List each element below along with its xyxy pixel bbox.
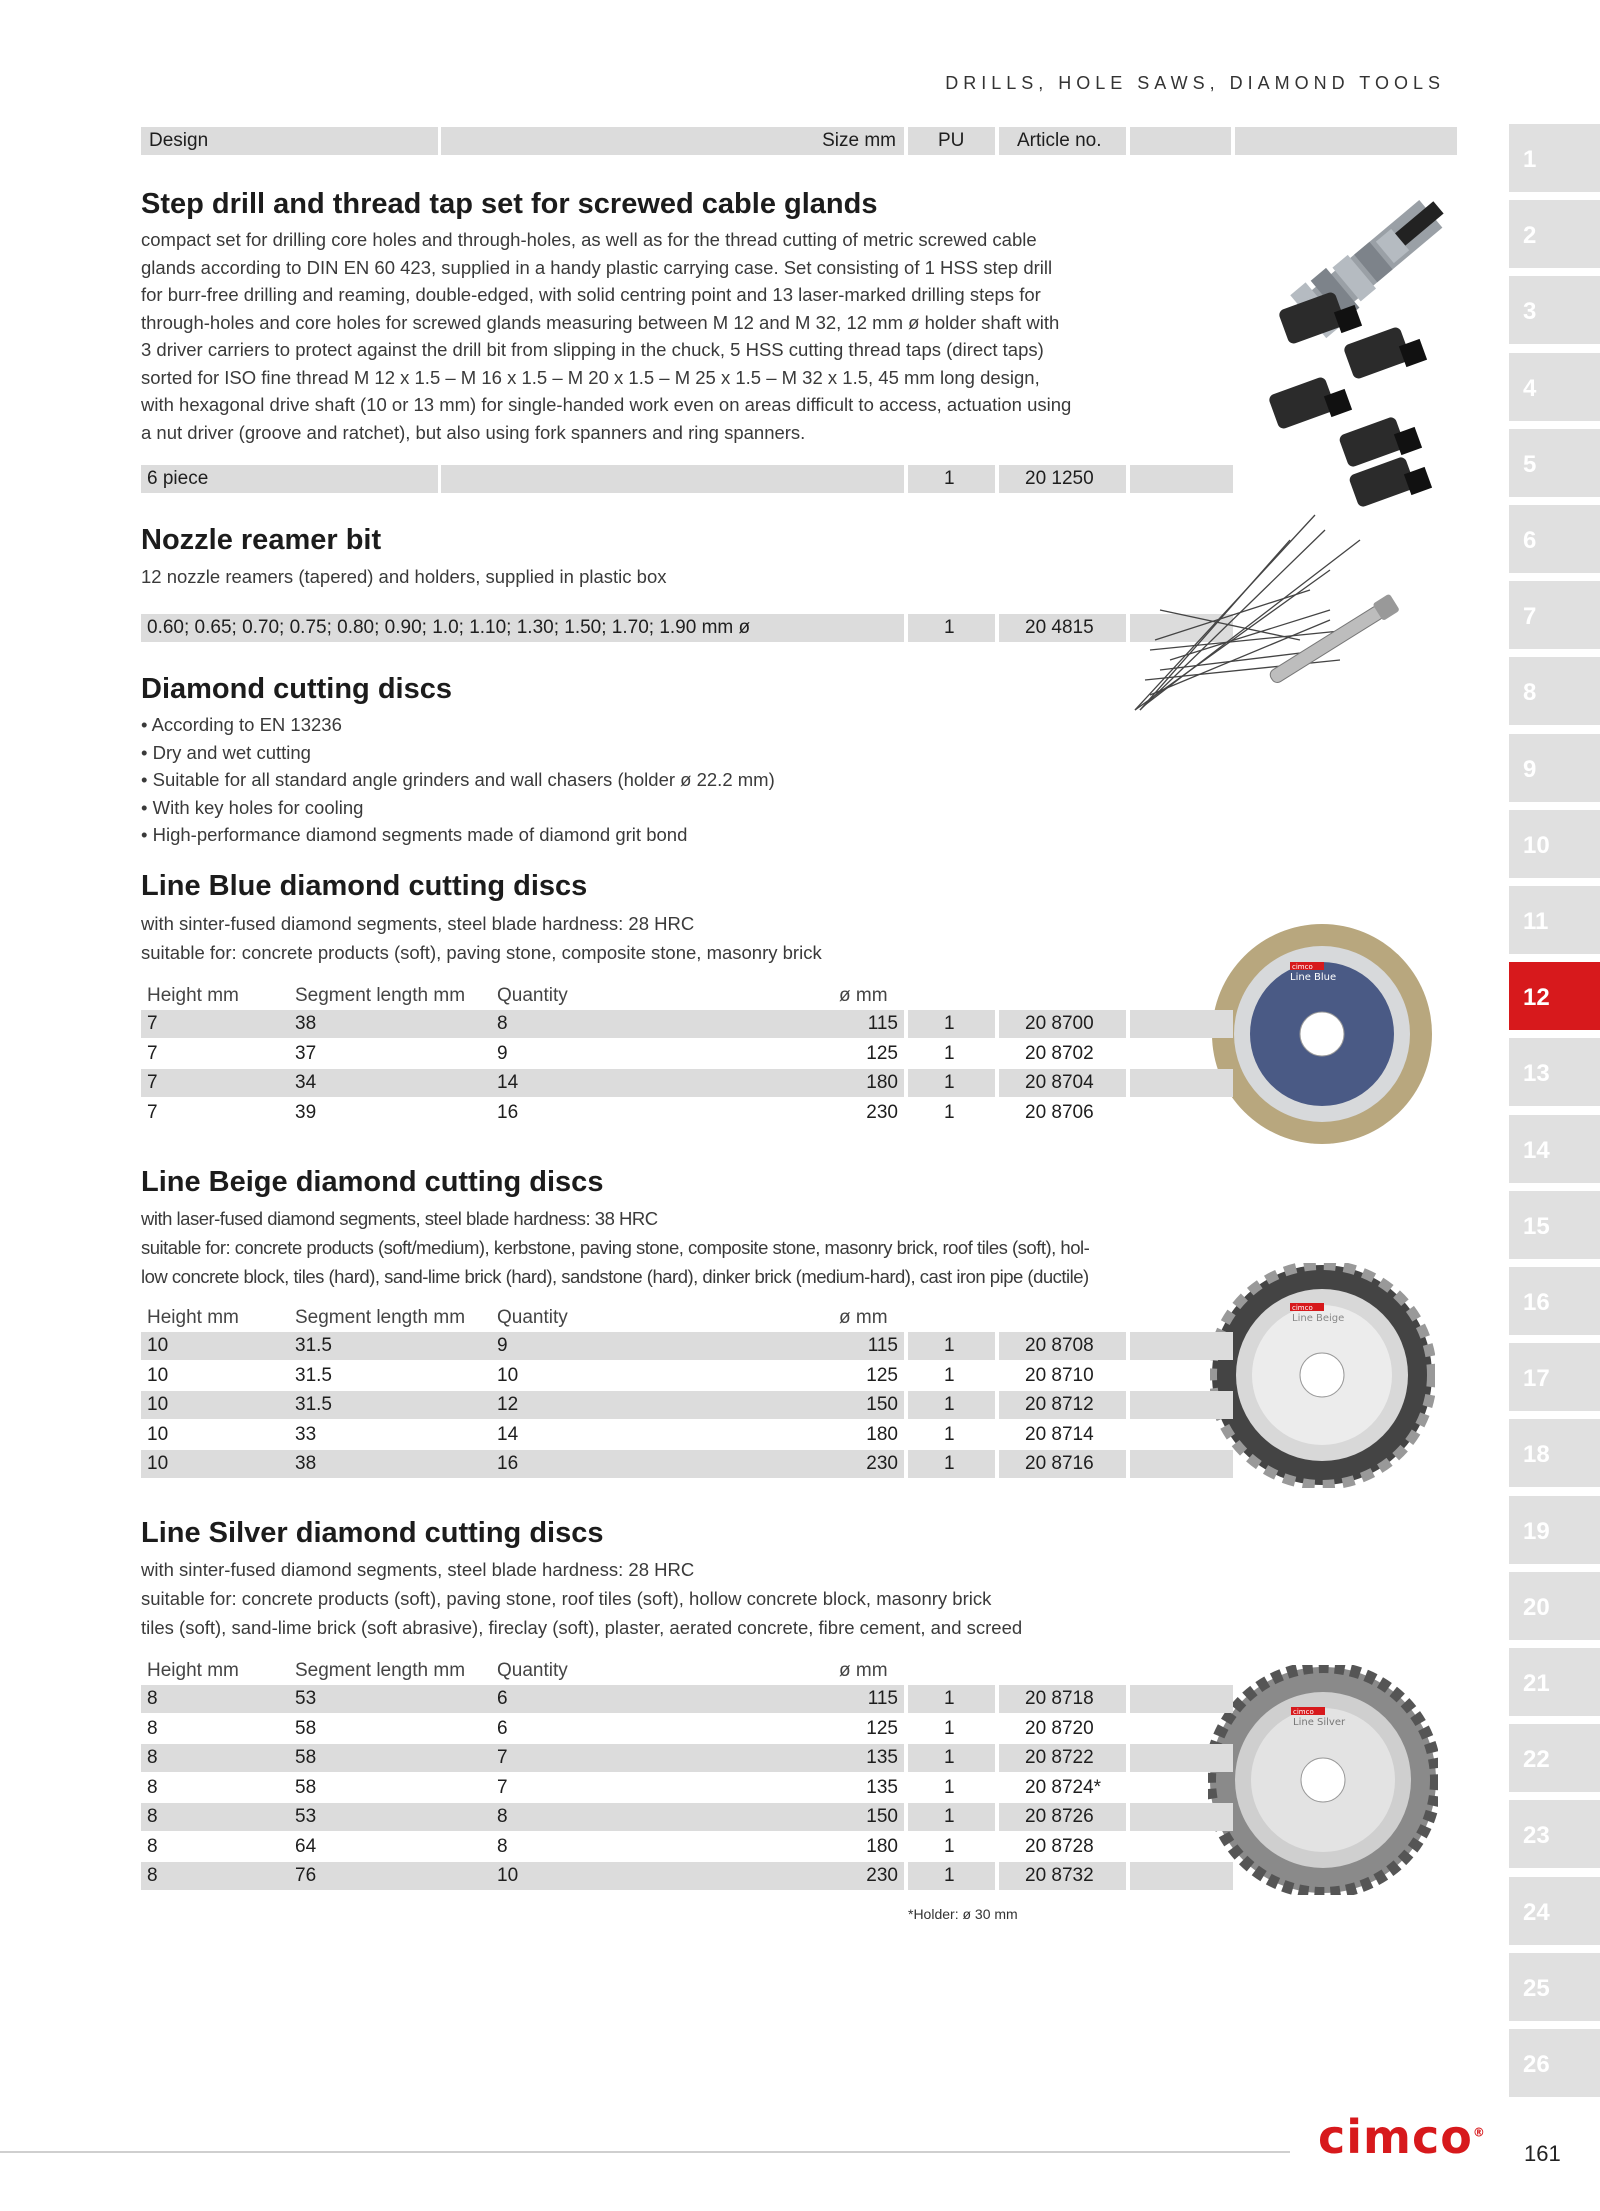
chapter-tab-14[interactable]: 14 bbox=[1509, 1115, 1600, 1183]
nozzle-description: 12 nozzle reamers (tapered) and holders, supplied in plastic box bbox=[141, 566, 667, 587]
cell-segment: 39 bbox=[295, 1101, 317, 1123]
cell-blank bbox=[1130, 1010, 1233, 1038]
category-heading: DRILLS, HOLE SAWS, DIAMOND TOOLS bbox=[945, 73, 1445, 93]
cell-height: 10 bbox=[147, 1423, 169, 1445]
header-pu: PU bbox=[908, 127, 995, 155]
cell-diameter: 125 bbox=[866, 1364, 898, 1386]
line-blue-description bbox=[141, 909, 1091, 967]
cell-segment: 53 bbox=[289, 1685, 491, 1713]
section-title-diamond: Diamond cutting discs bbox=[141, 673, 452, 705]
table-header-row bbox=[141, 1304, 1093, 1332]
desc-line: with sinter-fused diamond segments, steel blade hardness: 28 HRC bbox=[141, 1559, 695, 1580]
section-title-line-silver: Line Silver diamond cutting discs bbox=[141, 1517, 604, 1549]
chapter-tab-3[interactable]: 3 bbox=[1509, 276, 1600, 344]
table-row bbox=[141, 465, 1093, 493]
table-row bbox=[141, 1421, 1093, 1449]
cell-article: 20 8718 bbox=[999, 1685, 1126, 1713]
cell-segment: 53 bbox=[289, 1803, 491, 1831]
disc-brand: cimco bbox=[1293, 1708, 1314, 1716]
chapter-tab-2[interactable]: 2 bbox=[1509, 200, 1600, 268]
table-row bbox=[141, 1362, 1093, 1390]
cell-pu: 1 bbox=[944, 1717, 955, 1739]
cell-pu: 1 bbox=[908, 465, 995, 493]
column-header-segment: Segment length mm bbox=[295, 1307, 466, 1328]
cell-quantity: 14 bbox=[491, 1069, 699, 1097]
desc-line: with laser-fused diamond segments, steel blade hardness: 38 HRC bbox=[141, 1208, 658, 1229]
cell-pu: 1 bbox=[908, 1010, 995, 1038]
cell-quantity: 10 bbox=[491, 1862, 699, 1890]
desc-line: tiles (soft), sand-lime brick (soft abrasive), fireclay (soft), plaster, aerated concrete, fibre cement, and screed bbox=[141, 1617, 1023, 1638]
cell-diameter: 230 bbox=[699, 1862, 904, 1890]
cell-quantity: 16 bbox=[497, 1101, 519, 1123]
cell-size bbox=[441, 465, 904, 493]
cell-quantity: 12 bbox=[491, 1391, 699, 1419]
cell-blank bbox=[1130, 1774, 1233, 1802]
cimco-logo: cimco® bbox=[1318, 2110, 1486, 2164]
cell-article: 20 8710 bbox=[1025, 1364, 1094, 1386]
bullet-item: • According to EN 13236 bbox=[141, 714, 342, 735]
cell-pu: 1 bbox=[908, 1803, 995, 1831]
cell-height: 10 bbox=[141, 1391, 289, 1419]
table-row bbox=[141, 1803, 1093, 1831]
cell-height: 10 bbox=[141, 1332, 289, 1360]
table-row bbox=[141, 1685, 1093, 1713]
cell-pu: 1 bbox=[908, 1744, 995, 1772]
bullet-item: • Dry and wet cutting bbox=[141, 741, 311, 763]
step-drill-set-image bbox=[1262, 180, 1472, 510]
cell-diameter: 180 bbox=[699, 1069, 904, 1097]
cell-blank bbox=[1130, 1833, 1233, 1861]
disc-brand: cimco bbox=[1292, 1304, 1313, 1312]
cell-height: 8 bbox=[147, 1776, 158, 1798]
column-header-row bbox=[141, 127, 1457, 155]
table-row bbox=[141, 1715, 1093, 1743]
disc-brand: cimco bbox=[1292, 963, 1313, 971]
column-header-dia: ø mm bbox=[839, 985, 888, 1006]
cell-article: 20 8716 bbox=[999, 1450, 1126, 1478]
header-article: Article no. bbox=[999, 127, 1126, 155]
header-size: Size mm bbox=[441, 127, 904, 155]
cell-height: 7 bbox=[147, 1042, 158, 1064]
nozzle-reamer-image bbox=[1130, 510, 1450, 740]
table-row bbox=[141, 614, 1093, 642]
cell-design: 0.60; 0.65; 0.70; 0.75; 0.80; 0.90; 1.0; 1.10; 1.30; 1.50; 1.70; 1.90 mm ø bbox=[141, 614, 904, 642]
table-row bbox=[141, 1744, 1093, 1772]
cell-diameter: 230 bbox=[866, 1101, 898, 1123]
chapter-tab-6[interactable]: 6 bbox=[1509, 505, 1600, 573]
table-row bbox=[141, 1332, 1093, 1360]
section-title-step-drill: Step drill and thread tap set for screwed cable glands bbox=[141, 188, 878, 220]
column-header-quantity: Quantity bbox=[497, 985, 568, 1006]
line-blue-disc-image bbox=[1210, 922, 1435, 1147]
cell-quantity: 14 bbox=[497, 1423, 519, 1445]
footer-divider bbox=[0, 2151, 1290, 2153]
cell-blank bbox=[1130, 1862, 1233, 1890]
cell-design: 6 piece bbox=[141, 465, 438, 493]
cell-article: 20 8700 bbox=[999, 1010, 1126, 1038]
cell-segment: 58 bbox=[295, 1717, 317, 1739]
cell-segment: 58 bbox=[295, 1776, 317, 1798]
cell-segment: 38 bbox=[289, 1450, 491, 1478]
cell-article: 20 8714 bbox=[1025, 1423, 1094, 1445]
cell-height: 8 bbox=[141, 1744, 289, 1772]
cell-blank bbox=[1130, 1715, 1233, 1743]
cell-height: 10 bbox=[147, 1364, 169, 1386]
cell-blank bbox=[1130, 1362, 1233, 1390]
desc-line: sorted for ISO fine thread M 12 x 1.5 – M 16 x 1.5 – M 20 x 1.5 – M 25 x 1.5 – M 32 x 1.5, 45 mm long design, bbox=[141, 366, 1040, 388]
cell-segment: 37 bbox=[295, 1042, 317, 1064]
cell-height: 8 bbox=[147, 1717, 158, 1739]
cell-pu: 1 bbox=[908, 1332, 995, 1360]
cell-blank bbox=[1130, 1421, 1233, 1449]
table-row bbox=[141, 1774, 1102, 1802]
cell-article: 20 8728 bbox=[1025, 1835, 1094, 1857]
cell-segment: 64 bbox=[295, 1835, 317, 1857]
column-header-quantity: Quantity bbox=[497, 1660, 568, 1681]
desc-line: suitable for: concrete products (soft), paving stone, roof tiles (soft), hollow concrete block, masonry brick bbox=[141, 1588, 992, 1609]
chapter-tab-7[interactable]: 7 bbox=[1509, 581, 1600, 649]
logo-text: cimco bbox=[1318, 2110, 1473, 2164]
table-header-row bbox=[141, 1657, 1093, 1685]
desc-line: low concrete block, tiles (hard), sand-lime brick (hard), sandstone (hard), dinker brick (medium-hard), cast iron pipe (ductile) bbox=[141, 1266, 1089, 1287]
cell-quantity: 9 bbox=[491, 1332, 699, 1360]
cell-article: 20 8732 bbox=[999, 1862, 1126, 1890]
cell-pu: 1 bbox=[944, 1042, 955, 1064]
desc-line: compact set for drilling core holes and through-holes, as well as for the thread cutting of metric screwed cable bbox=[141, 229, 1037, 250]
cell-article: 20 8720 bbox=[1025, 1717, 1094, 1739]
chapter-tab-17[interactable]: 17 bbox=[1509, 1343, 1600, 1411]
cell-diameter: 135 bbox=[866, 1776, 898, 1798]
desc-line: glands according to DIN EN 60 423, supplied in a handy plastic carrying case. Set consisting of 1 HSS step drill bbox=[141, 256, 1053, 278]
cell-blank bbox=[1130, 465, 1233, 493]
chapter-tab-22[interactable]: 22 bbox=[1509, 1724, 1600, 1792]
cell-quantity: 8 bbox=[491, 1010, 699, 1038]
section-title-nozzle: Nozzle reamer bit bbox=[141, 524, 382, 556]
page-number: 161 bbox=[1524, 2141, 1561, 2166]
chapter-tab-4[interactable]: 4 bbox=[1509, 353, 1600, 421]
cell-height: 8 bbox=[141, 1862, 289, 1890]
footnote: *Holder: ø 30 mm bbox=[908, 1906, 1018, 1922]
cell-quantity: 10 bbox=[497, 1364, 519, 1386]
line-silver-description bbox=[141, 1555, 1091, 1642]
chapter-tab-12[interactable]: 12 bbox=[1509, 962, 1600, 1030]
cell-article: 20 8708 bbox=[999, 1332, 1126, 1360]
cell-segment: 58 bbox=[289, 1744, 491, 1772]
column-header-height: Height mm bbox=[147, 1307, 239, 1328]
cell-segment: 76 bbox=[289, 1862, 491, 1890]
cell-diameter: 115 bbox=[699, 1332, 904, 1360]
chapter-tab-15[interactable]: 15 bbox=[1509, 1191, 1600, 1259]
cell-diameter: 230 bbox=[699, 1450, 904, 1478]
cell-height: 8 bbox=[141, 1685, 289, 1713]
chapter-tab-18[interactable]: 18 bbox=[1509, 1419, 1600, 1487]
column-header-dia: ø mm bbox=[839, 1307, 888, 1328]
chapter-tab-13[interactable]: 13 bbox=[1509, 1038, 1600, 1106]
disc-label: Line Blue bbox=[1290, 972, 1337, 983]
desc-line: suitable for: concrete products (soft/medium), kerbstone, paving stone, composite stone, masonry brick, roof tiles (soft), hol- bbox=[141, 1237, 1090, 1258]
cell-segment: 31.5 bbox=[295, 1364, 332, 1386]
cell-segment: 33 bbox=[295, 1423, 317, 1445]
header-blank bbox=[1130, 127, 1231, 155]
cell-pu: 1 bbox=[908, 1450, 995, 1478]
cell-article: 20 8702 bbox=[1025, 1042, 1094, 1064]
table-row bbox=[141, 1040, 1093, 1068]
cell-height: 7 bbox=[147, 1101, 158, 1123]
cell-blank bbox=[1130, 1069, 1233, 1097]
cell-article: 20 8704 bbox=[999, 1069, 1126, 1097]
disc-label: Line Beige bbox=[1292, 1313, 1345, 1324]
cell-pu: 1 bbox=[908, 614, 995, 642]
table-header-row bbox=[141, 982, 1093, 1010]
section-title-line-beige: Line Beige diamond cutting discs bbox=[141, 1166, 604, 1198]
column-header-height: Height mm bbox=[147, 1660, 239, 1681]
line-silver-disc-image bbox=[1208, 1665, 1438, 1895]
table-row bbox=[141, 1010, 1093, 1038]
cell-article: 20 8722 bbox=[999, 1744, 1126, 1772]
cell-pu: 1 bbox=[944, 1835, 955, 1857]
desc-line: through-holes and core holes for screwed glands measuring between M 12 and M 32, 12 mm ø holder shaft with bbox=[141, 311, 1060, 333]
column-header-quantity: Quantity bbox=[497, 1307, 568, 1328]
cell-quantity: 6 bbox=[497, 1717, 508, 1739]
cell-quantity: 8 bbox=[497, 1835, 508, 1857]
cell-segment: 31.5 bbox=[289, 1391, 491, 1419]
header-blank-2 bbox=[1235, 127, 1457, 155]
line-beige-description bbox=[141, 1204, 1091, 1291]
cell-quantity: 9 bbox=[497, 1042, 508, 1064]
chapter-tab-1[interactable]: 1 bbox=[1509, 124, 1600, 192]
cell-height: 7 bbox=[141, 1069, 289, 1097]
cell-pu: 1 bbox=[908, 1069, 995, 1097]
chapter-tab-25[interactable]: 25 bbox=[1509, 1953, 1600, 2021]
cell-segment: 34 bbox=[289, 1069, 491, 1097]
cell-pu: 1 bbox=[944, 1364, 955, 1386]
line-beige-disc-image bbox=[1210, 1263, 1435, 1488]
cell-blank bbox=[1130, 1040, 1233, 1068]
chapter-tab-23[interactable]: 23 bbox=[1509, 1800, 1600, 1868]
cell-diameter: 150 bbox=[699, 1391, 904, 1419]
cell-pu: 1 bbox=[908, 1391, 995, 1419]
chapter-tab-16[interactable]: 16 bbox=[1509, 1267, 1600, 1335]
desc-line: for burr-free drilling and reaming, double-edged, with solid centring point and 13 laser-marked drilling steps for bbox=[141, 284, 1041, 305]
step-drill-description bbox=[141, 226, 1091, 446]
column-header-segment: Segment length mm bbox=[295, 985, 466, 1006]
section-title-line-blue: Line Blue diamond cutting discs bbox=[141, 870, 588, 902]
cell-diameter: 115 bbox=[699, 1010, 904, 1038]
cell-diameter: 180 bbox=[866, 1835, 898, 1857]
desc-line: a nut driver (groove and ratchet), but also using fork spanners and ring spanners. bbox=[141, 421, 806, 443]
cell-article: 20 8712 bbox=[999, 1391, 1126, 1419]
desc-line: suitable for: concrete products (soft), paving stone, composite stone, masonry brick bbox=[141, 942, 822, 963]
cell-blank bbox=[1130, 1391, 1233, 1419]
cell-blank bbox=[1130, 1685, 1233, 1713]
cell-quantity: 7 bbox=[497, 1776, 508, 1798]
cell-blank bbox=[1130, 1744, 1233, 1772]
cell-blank bbox=[1130, 1803, 1233, 1831]
chapter-tab-5[interactable]: 5 bbox=[1509, 429, 1600, 497]
chapter-tab-26[interactable]: 26 bbox=[1509, 2029, 1600, 2097]
table-row bbox=[141, 1391, 1093, 1419]
cell-pu: 1 bbox=[944, 1101, 955, 1123]
chapter-tab-24[interactable]: 24 bbox=[1509, 1877, 1600, 1945]
cell-diameter: 125 bbox=[866, 1042, 898, 1064]
cell-article: 20 1250 bbox=[999, 465, 1126, 493]
desc-line: with hexagonal drive shaft (10 or 13 mm) for single-handed work even on areas difficult to access, actuation using bbox=[141, 394, 1072, 415]
cell-quantity: 6 bbox=[491, 1685, 699, 1713]
cell-height: 10 bbox=[141, 1450, 289, 1478]
cell-pu: 1 bbox=[908, 1862, 995, 1890]
cell-pu: 1 bbox=[944, 1776, 955, 1798]
chapter-tab-9[interactable]: 9 bbox=[1509, 734, 1600, 802]
diamond-bullets bbox=[141, 711, 1091, 849]
cell-blank bbox=[1130, 1332, 1233, 1360]
table-row bbox=[141, 1069, 1093, 1097]
cell-article: 20 8726 bbox=[999, 1803, 1126, 1831]
chapter-tab-20[interactable]: 20 bbox=[1509, 1572, 1600, 1640]
table-row bbox=[141, 1450, 1093, 1478]
cell-quantity: 8 bbox=[491, 1803, 699, 1831]
cell-diameter: 150 bbox=[699, 1803, 904, 1831]
cell-article: 20 8706 bbox=[1025, 1101, 1094, 1123]
cell-height: 7 bbox=[141, 1010, 289, 1038]
header-design: Design bbox=[141, 127, 438, 155]
bullet-item: • Suitable for all standard angle grinders and wall chasers (holder ø 22.2 mm) bbox=[141, 769, 775, 790]
desc-line: 3 driver carriers to protect against the drill bit from slipping in the chuck, 5 HSS cutting thread taps (direct taps) bbox=[141, 339, 1044, 360]
desc-line: with sinter-fused diamond segments, steel blade hardness: 28 HRC bbox=[141, 913, 695, 934]
bullet-item: • High-performance diamond segments made of diamond grit bond bbox=[141, 824, 688, 845]
chapter-tab-21[interactable]: 21 bbox=[1509, 1648, 1600, 1716]
chapter-tab-10[interactable]: 10 bbox=[1509, 810, 1600, 878]
cell-blank bbox=[1130, 1450, 1233, 1478]
cell-quantity: 7 bbox=[491, 1744, 699, 1772]
cell-diameter: 135 bbox=[699, 1744, 904, 1772]
disc-label: Line Silver bbox=[1293, 1717, 1346, 1728]
cell-diameter: 125 bbox=[866, 1717, 898, 1739]
cell-diameter: 180 bbox=[866, 1423, 898, 1445]
table-row bbox=[141, 1862, 1093, 1890]
column-header-dia: ø mm bbox=[839, 1660, 888, 1681]
chapter-tab-8[interactable]: 8 bbox=[1509, 657, 1600, 725]
cell-quantity: 16 bbox=[491, 1450, 699, 1478]
cell-blank bbox=[1130, 1099, 1233, 1127]
chapter-tab-19[interactable]: 19 bbox=[1509, 1496, 1600, 1564]
cell-pu: 1 bbox=[908, 1685, 995, 1713]
table-row bbox=[141, 1833, 1093, 1861]
cell-height: 8 bbox=[141, 1803, 289, 1831]
cell-segment: 31.5 bbox=[289, 1332, 491, 1360]
cell-height: 8 bbox=[147, 1835, 158, 1857]
cell-segment: 38 bbox=[289, 1010, 491, 1038]
bullet-item: • With key holes for cooling bbox=[141, 796, 364, 818]
cell-pu: 1 bbox=[944, 1423, 955, 1445]
cell-article: 20 4815 bbox=[999, 614, 1126, 642]
cell-article: 20 8724* bbox=[1025, 1776, 1102, 1798]
cell-diameter: 115 bbox=[699, 1685, 904, 1713]
column-header-height: Height mm bbox=[147, 985, 239, 1006]
chapter-tab-11[interactable]: 11 bbox=[1509, 886, 1600, 954]
table-row bbox=[141, 1099, 1093, 1127]
column-header-segment: Segment length mm bbox=[295, 1660, 466, 1681]
